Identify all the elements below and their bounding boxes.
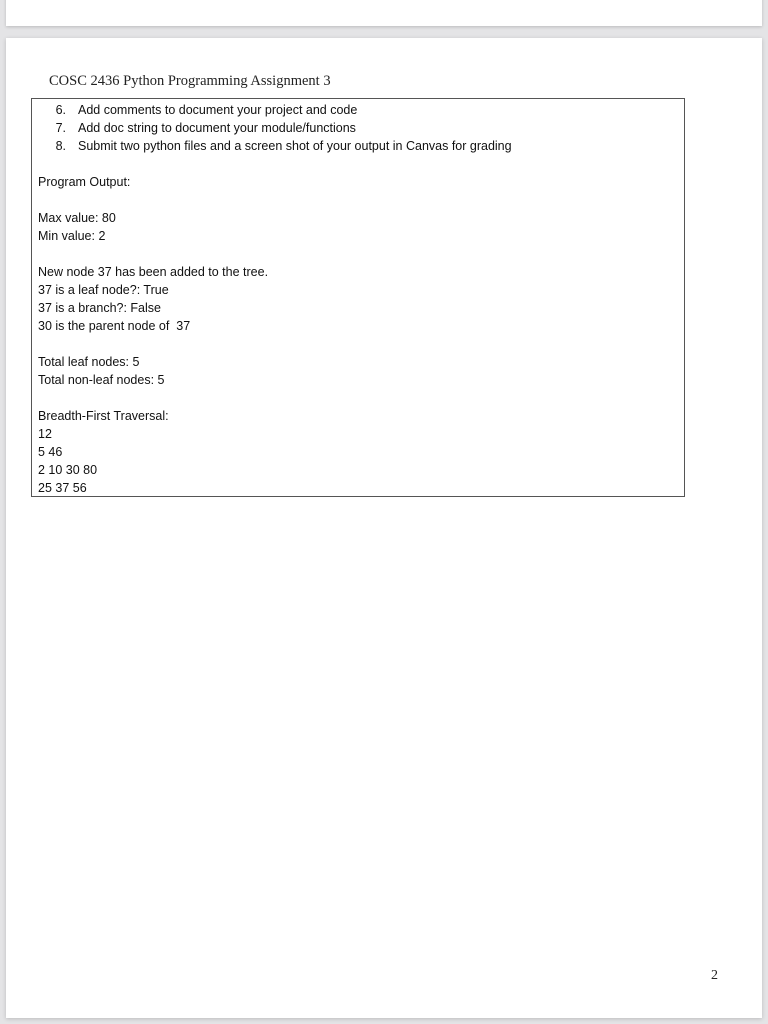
bfs-level: 25 37 56 (38, 481, 87, 495)
list-item (32, 137, 512, 155)
page-number: 2 (711, 968, 718, 983)
total-non-leaf-line: Total non-leaf nodes: 5 (38, 373, 165, 387)
page-header: COSC 2436 Python Programming Assignment 3 (49, 73, 331, 89)
branch-check-line: 37 is a branch?: False (38, 301, 161, 315)
blank-line (38, 335, 268, 353)
new-node-line: New node 37 has been added to the tree. (38, 265, 269, 279)
list-item-text: Submit two python files and a screen shot of your output in Canvas for grading (78, 139, 512, 153)
program-output (38, 173, 268, 497)
blank-line (38, 389, 268, 407)
bfs-level: 5 46 (38, 445, 63, 459)
previous-page-edge (6, 0, 762, 26)
blank-line (38, 245, 268, 263)
output-heading: Program Output: (38, 175, 131, 189)
total-leaf-line: Total leaf nodes: 5 (38, 355, 140, 369)
list-item-text: Add doc string to document your module/functions (78, 121, 356, 135)
list-item (32, 119, 512, 137)
list-item-number: 8. (55, 139, 66, 153)
bfs-heading: Breadth-First Traversal: (38, 409, 169, 423)
bfs-level: 2 10 30 80 (38, 463, 98, 477)
list-item (32, 101, 512, 119)
min-value-line: Min value: 2 (38, 229, 106, 243)
list-item-number: 6. (55, 103, 66, 117)
leaf-check-line: 37 is a leaf node?: True (38, 283, 169, 297)
max-value-line: Max value: 80 (38, 211, 116, 225)
bfs-level: 12 (38, 427, 52, 441)
document-page (6, 38, 762, 1018)
list-item-number: 7. (55, 121, 66, 135)
parent-node-line: 30 is the parent node of 37 (38, 319, 191, 333)
assignment-box (31, 98, 685, 497)
list-item-text: Add comments to document your project and code (78, 103, 358, 117)
instruction-list (32, 101, 512, 155)
blank-line (38, 191, 268, 209)
